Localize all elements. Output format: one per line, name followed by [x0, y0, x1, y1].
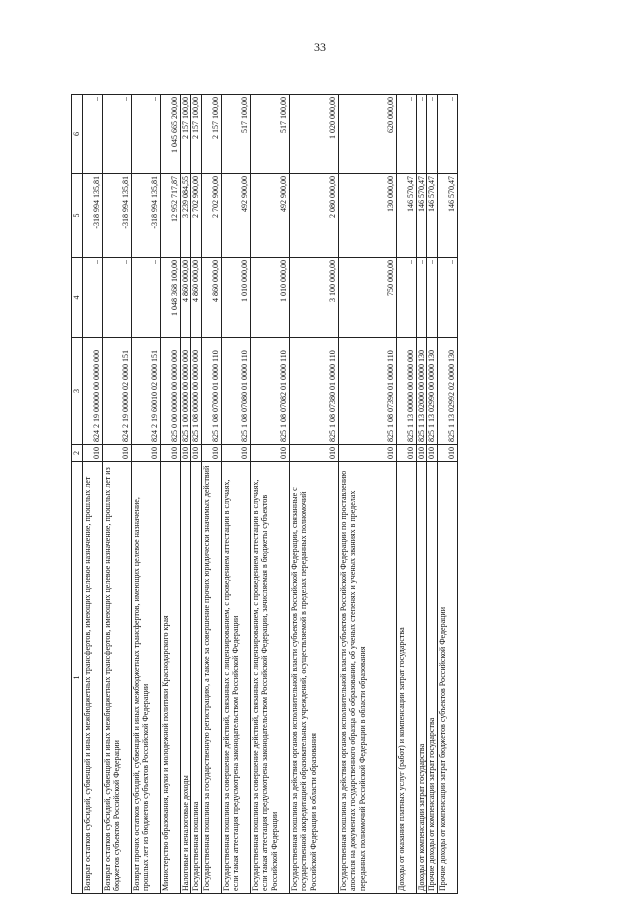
- row-name: Доходы от компенсации затрат государства: [416, 462, 427, 894]
- table-row: [427, 95, 438, 894]
- row-col-5: -318 994 135,81: [102, 174, 131, 258]
- row-col-4: 4 860 000,00: [201, 258, 221, 338]
- row-name: Государственная пошлина за действия органов исполнительной власти субъектов Российской Федерации, связанные с государственной аккредитацией образовательных учреждений, осуществляемой в пределах переданных полномочий Российской Федерации в области образования: [289, 462, 338, 894]
- row-kbk: 825 1 00 00000 00 0000 000: [180, 338, 191, 445]
- row-name: Возврат остатков субсидий, субвенций и иных межбюджетных трансфертов, имеющих целевое назначение, прошлых лет из бюджетов субъектов Российской Федерации: [102, 462, 131, 894]
- row-kbk: 825 1 13 02992 02 0000 130: [437, 338, 457, 445]
- table-row: [82, 95, 102, 894]
- row-name: Государственная пошлина за действия органов исполнительной власти субъектов Российской Федерации по проставлению апостиля на документах государственного образца об образовании, об ученых степенях и ученых званиях в пределах переданных полномочий Российской Федерации в области образования: [338, 462, 396, 894]
- row-kbk: 825 1 08 07082 01 0000 110: [250, 338, 289, 445]
- row-col-4: 4 860 000,00: [180, 258, 191, 338]
- table-row: [180, 95, 191, 894]
- table-row: [437, 95, 457, 894]
- row-col-5: 2 080 000,00: [289, 174, 338, 258]
- row-col-4: –: [416, 258, 427, 338]
- row-col-5: 492 900,00: [221, 174, 250, 258]
- row-kbk: 825 1 13 02000 00 0000 130: [416, 338, 427, 445]
- row-kbk: 825 1 13 02990 00 0000 130: [427, 338, 438, 445]
- row-col-4: 1 010 000,00: [221, 258, 250, 338]
- row-col-6: 2 157 100,00: [201, 95, 221, 174]
- row-col-4: –: [437, 258, 457, 338]
- row-code: 010: [427, 445, 438, 462]
- row-col-6: 1 045 665 200,00: [160, 95, 180, 174]
- row-col-4: 1 048 368 100,00: [160, 258, 180, 338]
- row-col-6: 1 020 000,00: [289, 95, 338, 174]
- row-code: 010: [102, 445, 131, 462]
- row-col-5: 492 900,00: [250, 174, 289, 258]
- table-row: [221, 95, 250, 894]
- table-row: [338, 95, 396, 894]
- row-code: 010: [221, 445, 250, 462]
- row-col-6: –: [102, 95, 131, 174]
- row-col-4: –: [102, 258, 131, 338]
- row-kbk: 825 1 08 00000 00 0000 000: [191, 338, 202, 445]
- row-code: 010: [82, 445, 102, 462]
- row-col-4: –: [427, 258, 438, 338]
- table-row: [289, 95, 338, 894]
- row-col-5: -318 994 135,81: [82, 174, 102, 258]
- row-kbk: 824 2 19 00000 02 0000 151: [102, 338, 131, 445]
- row-col-6: –: [396, 95, 416, 174]
- row-col-5: 2 702 900,00: [191, 174, 202, 258]
- row-name: Доходы от оказания платных услуг (работ) и компенсации затрат государства: [396, 462, 416, 894]
- row-name: Возврат остатков субсидий, субвенций и иных межбюджетных трансфертов, имеющих целевое назначение, прошлых лет: [82, 462, 102, 894]
- header-row: [72, 95, 83, 894]
- header-col-5: 5: [72, 174, 83, 258]
- row-name: Государственная пошлина за государственную регистрацию, а также за совершение прочих юридически значимых действий: [201, 462, 221, 894]
- header-col-3: 3: [72, 338, 83, 445]
- row-col-6: 2 157 100,00: [180, 95, 191, 174]
- row-col-6: –: [82, 95, 102, 174]
- row-col-4: –: [396, 258, 416, 338]
- table-row: [396, 95, 416, 894]
- row-name: Государственная пошлина за совершение действий, связанных с лицензированием, с проведением аттестации в случаях, если такая аттестация предусмотрена законодательством Российской Федерации, зачисляемая в бюджеты субъектов Российской Федерации: [250, 462, 289, 894]
- row-code: 010: [191, 445, 202, 462]
- row-col-6: –: [416, 95, 427, 174]
- table-row: [160, 95, 180, 894]
- row-kbk: 825 1 08 07380 01 0000 110: [289, 338, 338, 445]
- row-col-6: –: [131, 95, 160, 174]
- row-code: 010: [338, 445, 396, 462]
- row-kbk: 825 1 08 07390 01 0000 110: [338, 338, 396, 445]
- row-col-6: 517 100,00: [221, 95, 250, 174]
- row-col-5: 146 570,47: [427, 174, 438, 258]
- row-kbk: 825 0 00 00000 00 0000 000: [160, 338, 180, 445]
- row-col-5: 146 570,47: [437, 174, 457, 258]
- row-col-4: 3 100 000,00: [289, 258, 338, 338]
- table-row: [191, 95, 202, 894]
- row-kbk: 824 2 19 00000 00 0000 000: [82, 338, 102, 445]
- table-row: [131, 95, 160, 894]
- header-col-4: 4: [72, 258, 83, 338]
- rotated-table-container: [71, 95, 562, 894]
- row-col-6: 517 100,00: [250, 95, 289, 174]
- row-name: Возврат прочих остатков субсидий, субвенций и иных межбюджетных трансфертов, имеющих целевое назначение, прошлых лет из бюджетов субъектов Российской Федерации: [131, 462, 160, 894]
- page-number: 33: [314, 40, 326, 54]
- row-code: 010: [180, 445, 191, 462]
- row-name: Государственная пошлина: [191, 462, 202, 894]
- header-col-1: 1: [72, 462, 83, 894]
- row-col-5: 146 570,47: [416, 174, 427, 258]
- row-col-6: –: [427, 95, 438, 174]
- row-col-4: 1 010 000,00: [250, 258, 289, 338]
- row-code: 010: [250, 445, 289, 462]
- row-col-5: -318 994 135,81: [131, 174, 160, 258]
- row-kbk: 824 2 19 60010 02 0000 151: [131, 338, 160, 445]
- row-code: 010: [131, 445, 160, 462]
- row-name: Прочие доходы от компенсации затрат государства: [427, 462, 438, 894]
- header-col-6: 6: [72, 95, 83, 174]
- row-name: Министерство образования, науки и молодежной политики Краснодарского края: [160, 462, 180, 894]
- row-name: Прочие доходы от компенсации затрат бюджетов субъектов Российской Федерации: [437, 462, 457, 894]
- row-col-4: 750 000,00: [338, 258, 396, 338]
- row-col-4: 4 860 000,00: [191, 258, 202, 338]
- row-col-5: 12 952 717,87: [160, 174, 180, 258]
- row-col-4: –: [82, 258, 102, 338]
- row-col-5: 2 702 900,00: [201, 174, 221, 258]
- table-row: [250, 95, 289, 894]
- row-col-6: 2 157 100,00: [191, 95, 202, 174]
- table-row: [201, 95, 221, 894]
- row-col-5: 146 570,47: [396, 174, 416, 258]
- budget-table: [71, 94, 458, 894]
- row-code: 010: [289, 445, 338, 462]
- row-kbk: 825 1 08 07000 01 0000 110: [201, 338, 221, 445]
- row-code: 010: [396, 445, 416, 462]
- row-code: 010: [201, 445, 221, 462]
- row-col-5: 3 239 084,55: [180, 174, 191, 258]
- row-col-6: –: [437, 95, 457, 174]
- row-code: 010: [437, 445, 457, 462]
- table-row: [416, 95, 427, 894]
- header-col-2: 2: [72, 445, 83, 462]
- row-col-6: 620 000,00: [338, 95, 396, 174]
- row-kbk: 825 1 08 07080 01 0000 110: [221, 338, 250, 445]
- row-col-5: 130 000,00: [338, 174, 396, 258]
- row-code: 010: [160, 445, 180, 462]
- row-kbk: 825 1 13 00000 00 0000 000: [396, 338, 416, 445]
- row-name: Налоговые и неналоговые доходы: [180, 462, 191, 894]
- row-col-4: –: [131, 258, 160, 338]
- row-code: 010: [416, 445, 427, 462]
- row-name: Государственная пошлина за совершение действий, связанных с лицензированием, с проведением аттестации в случаях, если такая аттестация предусмотрена законодательством Российской Федерации: [221, 462, 250, 894]
- table-row: [102, 95, 131, 894]
